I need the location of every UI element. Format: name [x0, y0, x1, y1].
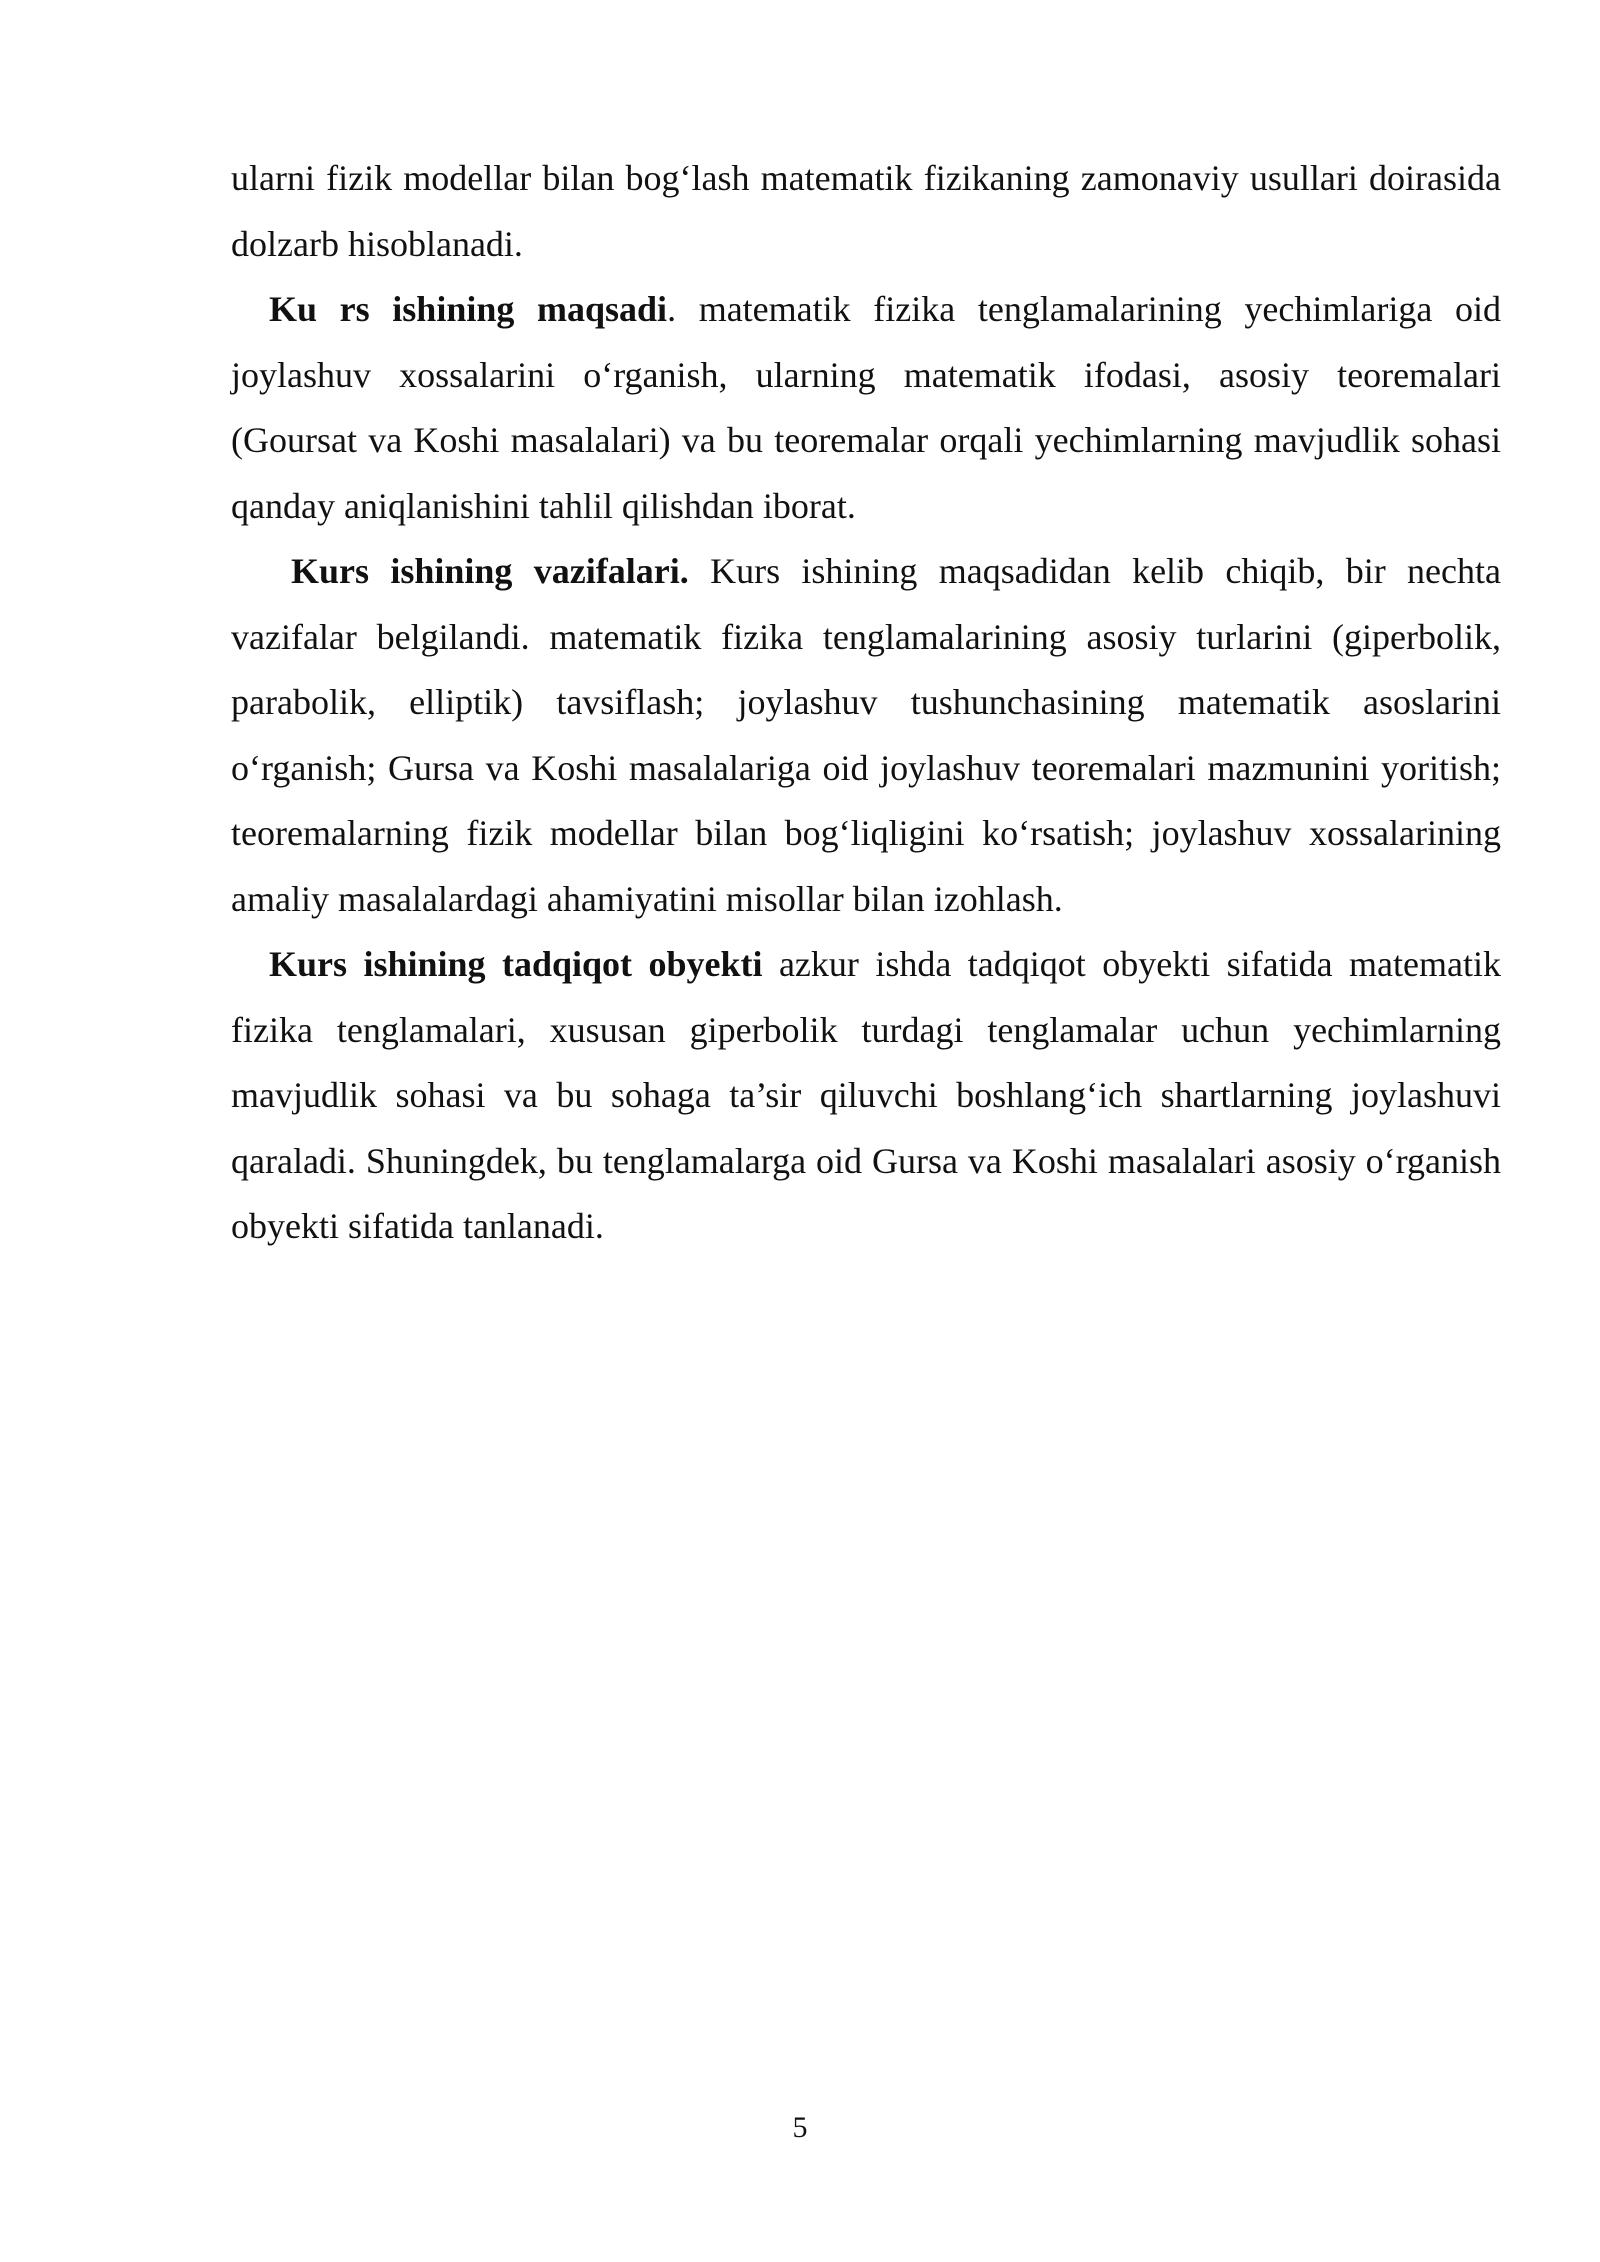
paragraph-course-tasks: [231, 539, 1501, 932]
paragraph-text: . matematik fizika tenglamalarining yechimlariga oid joylashuv xossalarini o‘rganish, ularning matematik ifodasi, asosiy teoremalari (Goursat va Koshi masalalari) va bu teoremalar orqali yechimlarning mavjudlik sohasi qanday aniqlanishini tahlil qilishdan iborat.: [231, 289, 1501, 526]
paragraph-text: azkur ishda tadqiqot obyekti sifatida matematik fizika tenglamalari, xususan giperbolik turdagi tenglamalar uchun yechimlarning mavjudlik sohasi va bu sohaga ta’sir qiluvchi boshlang‘ich shartlarning joylashuvi qaraladi. Shuningdek, bu tenglamalarga oid Gursa va Koshi masalalari asosiy o‘rganish obyekti sifatida tanlanadi.: [231, 944, 1501, 1246]
paragraph-text: ularni fizik modellar bilan bog‘lash matematik fizikaning zamonaviy usullari doirasida dolzarb hisoblanadi.: [231, 158, 1501, 264]
paragraph-research-object: [231, 932, 1501, 1260]
paragraph-course-goal: [231, 277, 1501, 539]
page-number: 5: [792, 2111, 808, 2144]
paragraph-heading: Ku rs ishining maqsadi: [269, 289, 668, 329]
paragraph-heading: Kurs ishining vazifalari.: [291, 551, 689, 591]
paragraph-relevance-continuation: [231, 146, 1501, 277]
paragraph-text: Kurs ishining maqsadidan kelib chiqib, bir nechta vazifalar belgilandi. matematik fizika tenglamalarining asosiy turlarini (giperbolik, parabolik, elliptik) tavsiflash; joylashuv tushunchasining matematik asoslarini o‘rganish; Gursa va Koshi masalalariga oid joylashuv teoremalari mazmunini yoritish; teoremalarning fizik modellar bilan bog‘liqligini ko‘rsatish; joylashuv xossalarining amaliy masalalardagi ahamiyatini misollar bilan izohlash.: [231, 551, 1501, 919]
paragraph-heading: Kurs ishining tadqiqot obyekti: [269, 944, 763, 984]
page-body: [231, 146, 1501, 1260]
